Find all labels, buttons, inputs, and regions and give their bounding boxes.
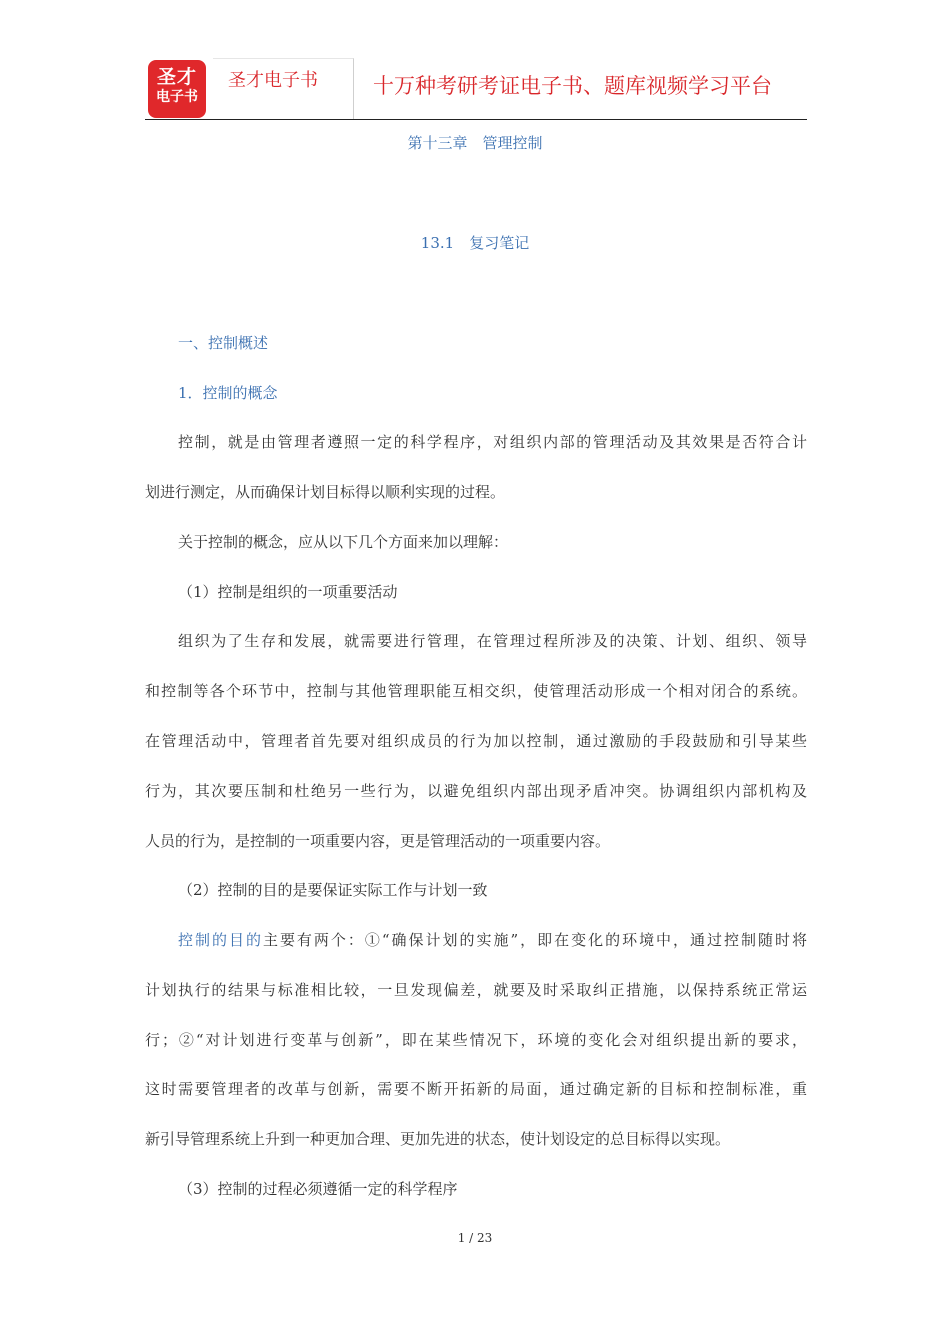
body-line <box>178 929 807 950</box>
body-line-text: 主要有两个：①“确保计划的实施”，即在变化的环境中，通过控制随时将 <box>262 931 807 949</box>
heading-level1: 一、控制概述 <box>178 334 269 352</box>
brand-box <box>213 58 354 120</box>
subheading: （1）控制是组织的一项重要活动 <box>178 583 398 601</box>
body-line: 这时需要管理者的改革与创新，需要不断开拓新的局面，通过确定新的目标和控制标准，重 <box>145 1080 807 1098</box>
body-line: 行为，其次要压制和杜绝另一些行为，以避免组织内部出现矛盾冲突。协调组织内部机构及 <box>145 782 807 800</box>
body-line: 控制，就是由管理者遵照一定的科学程序，对组织内部的管理活动及其效果是否符合计 <box>178 433 807 451</box>
brand-logo <box>148 60 206 118</box>
section-title: 13.1 复习笔记 <box>420 234 530 252</box>
header-divider <box>145 119 807 120</box>
body-line: 在管理活动中，管理者首先要对组织成员的行为加以控制，通过激励的手段鼓励和引导某些 <box>145 732 807 750</box>
brand-name: 圣才电子书 <box>228 70 318 91</box>
body-line: 划进行测定，从而确保计划目标得以顺利实现的过程。 <box>145 483 506 501</box>
subheading: （2）控制的目的是要保证实际工作与计划一致 <box>178 881 488 899</box>
body-line: 组织为了生存和发展，就需要进行管理，在管理过程所涉及的决策、计划、组织、领导 <box>178 632 807 650</box>
logo-line1: 圣才 <box>156 66 197 88</box>
body-line: 和控制等各个环节中，控制与其他管理职能互相交织，使管理活动形成一个相对闭合的系统。 <box>145 682 807 700</box>
body-line: 人员的行为，是控制的一项重要内容，更是管理活动的一项重要内容。 <box>145 832 611 850</box>
page-header <box>145 58 807 120</box>
body-line: 新引导管理系统上升到一种更加合理、更加先进的状态，使计划设定的总目标得以实现。 <box>145 1130 731 1148</box>
logo-line2: 电子书 <box>156 89 198 105</box>
highlight-term: 控制的目的 <box>178 931 263 949</box>
body-line: 行；②“对计划进行变革与创新”，即在某些情况下，环境的变化会对组织提出新的要求， <box>145 1031 807 1049</box>
body-line: 关于控制的概念，应从以下几个方面来加以理解： <box>178 533 509 551</box>
body-line: 计划执行的结果与标准相比较，一旦发现偏差，就要及时采取纠正措施，以保持系统正常运 <box>145 981 807 999</box>
subheading: （3）控制的过程必须遵循一定的科学程序 <box>178 1180 458 1198</box>
header-slogan: 十万种考研考证电子书、题库视频学习平台 <box>373 74 772 98</box>
heading-level2: 1．控制的概念 <box>178 384 278 402</box>
chapter-title: 第十三章 管理控制 <box>407 134 543 152</box>
page-number: 1 / 23 <box>457 1231 493 1245</box>
